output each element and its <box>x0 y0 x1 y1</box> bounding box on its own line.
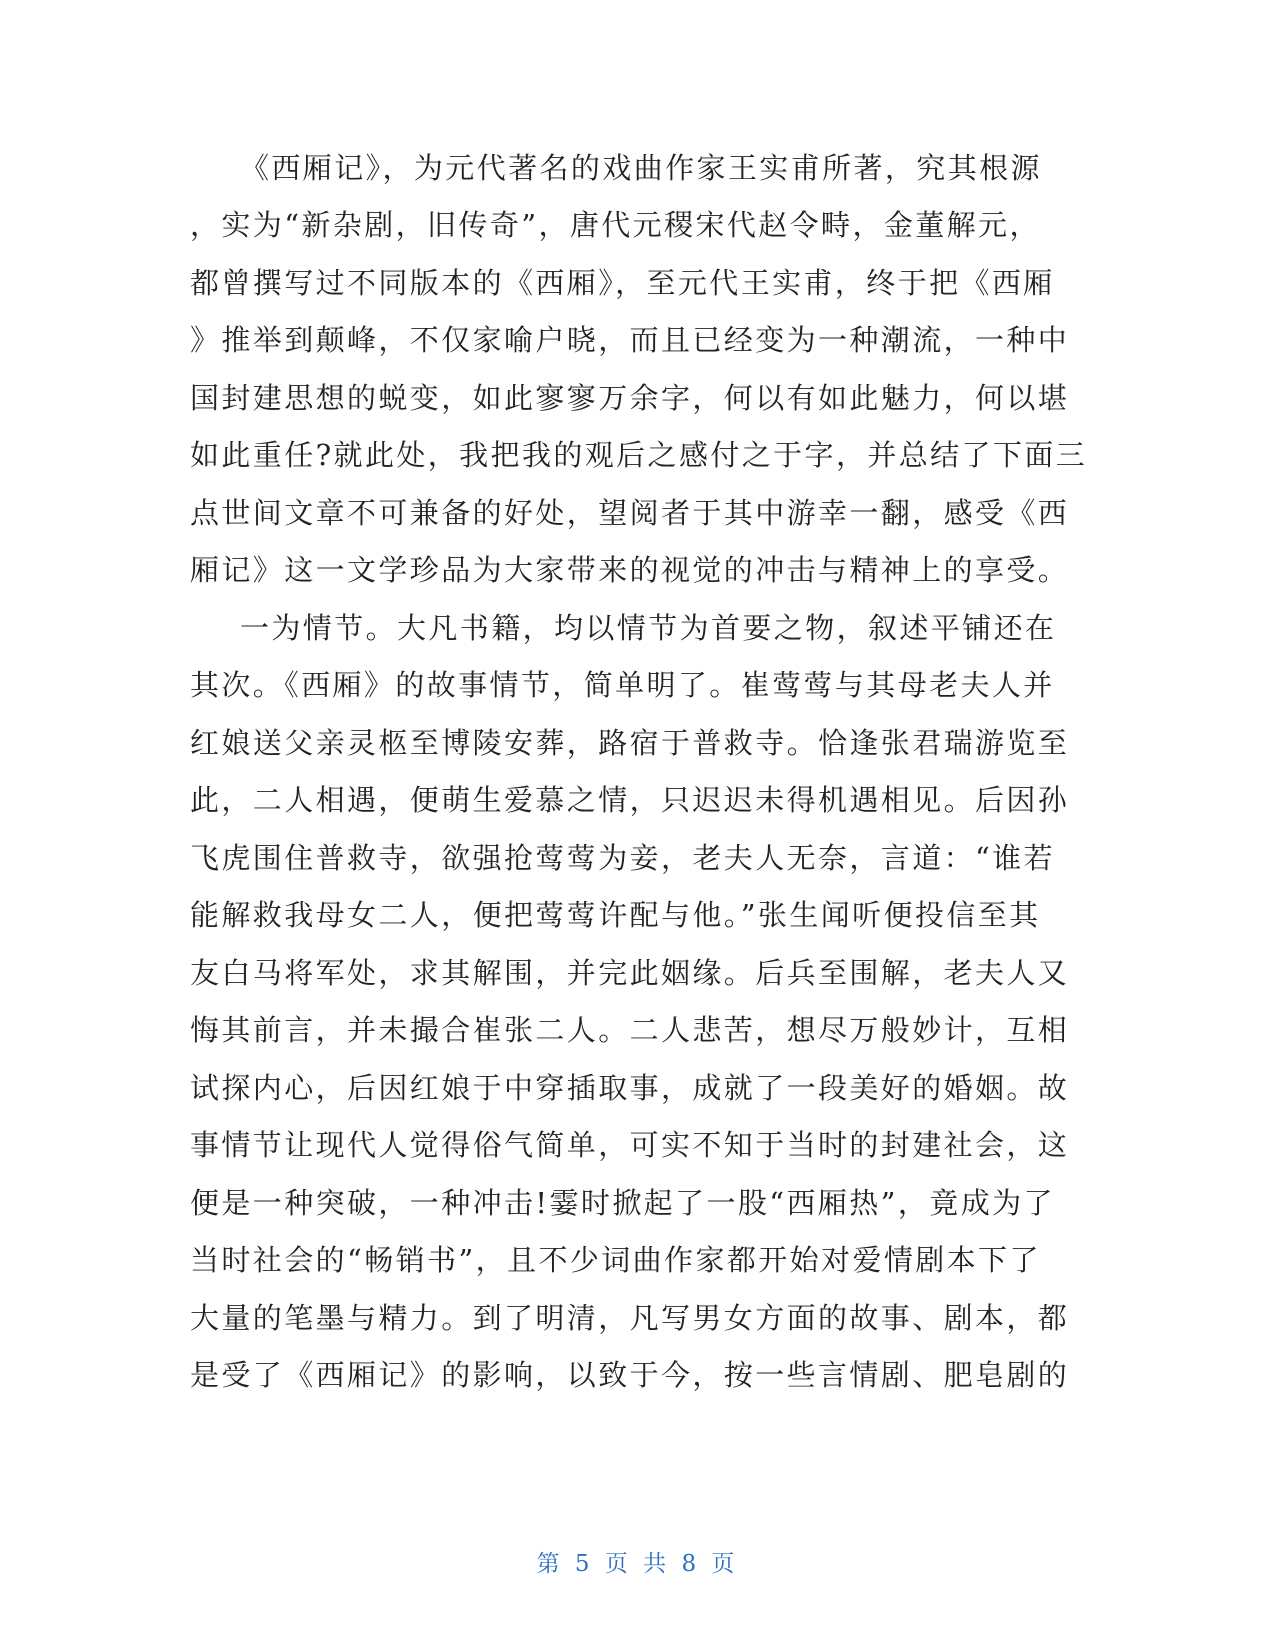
text-line: 此，二人相遇，便萌生爱慕之情，只迟迟未得机遇相见。后因孙 <box>190 783 1070 817</box>
text-line: 便是一种突破，一种冲击!霎时掀起了一股“西厢热”，竟成为了 <box>190 1186 1055 1220</box>
page-number-footer: 第 5 页 共 8 页 <box>536 1551 739 1577</box>
text-line: 友白马将军处，求其解围，并完此姻缘。后兵至围解，老夫人又 <box>190 956 1070 990</box>
text-line: 》推举到颠峰，不仅家喻户晓，而且已经变为一种潮流，一种中 <box>190 323 1070 357</box>
text-line: 是受了《西厢记》的影响，以致于今，按一些言情剧、肥皂剧的 <box>190 1358 1070 1392</box>
text-line: 国封建思想的蜕变，如此寥寥万余字，何以有如此魅力，何以堪 <box>190 381 1070 415</box>
text-line: 飞虎围住普救寺，欲强抢莺莺为妾，老夫人无奈，言道：“谁若 <box>190 841 1056 875</box>
text-line: 如此重任?就此处，我把我的观后之感付之于字，并总结了下面三 <box>190 438 1088 472</box>
text-line: 都曾撰写过不同版本的《西厢》，至元代王实甫，终于把《西厢 <box>190 266 1055 300</box>
text-line: 大量的笔墨与精力。到了明清，凡写男女方面的故事、剧本，都 <box>190 1301 1070 1335</box>
text-line: 厢记》这一文学珍品为大家带来的视觉的冲击与精神上的享受。 <box>190 553 1070 587</box>
text-line: 点世间文章不可兼备的好处，望阅者于其中游幸一翻，感受《西 <box>190 496 1070 530</box>
text-line: 悔其前言，并未撮合崔张二人。二人悲苦，想尽万般妙计，互相 <box>190 1013 1070 1047</box>
text-line: 试探内心，后因红娘于中穿插取事，成就了一段美好的婚姻。故 <box>190 1071 1070 1105</box>
text-line: 一为情节。大凡书籍，均以情节为首要之物，叙述平铺还在 <box>240 611 1057 645</box>
text-line: ，实为“新杂剧，旧传奇”，唐代元稷宋代赵令畤，金董解元， <box>190 208 1041 242</box>
text-line: 红娘送父亲灵柩至博陵安葬，路宿于普救寺。恰逢张君瑞游览至 <box>190 726 1070 760</box>
text-line: 《西厢记》，为元代著名的戏曲作家王实甫所著，究其根源 <box>240 151 1042 185</box>
text-line: 其次。《西厢》的故事情节，简单明了。崔莺莺与其母老夫人并 <box>190 668 1055 702</box>
text-line: 事情节让现代人觉得俗气简单，可实不知于当时的封建社会，这 <box>190 1128 1070 1162</box>
text-line: 当时社会的“畅销书”，且不少词曲作家都开始对爱情剧本下了 <box>190 1243 1041 1277</box>
text-line: 能解救我母女二人，便把莺莺许配与他。”张生闻听便投信至其 <box>190 898 1041 932</box>
